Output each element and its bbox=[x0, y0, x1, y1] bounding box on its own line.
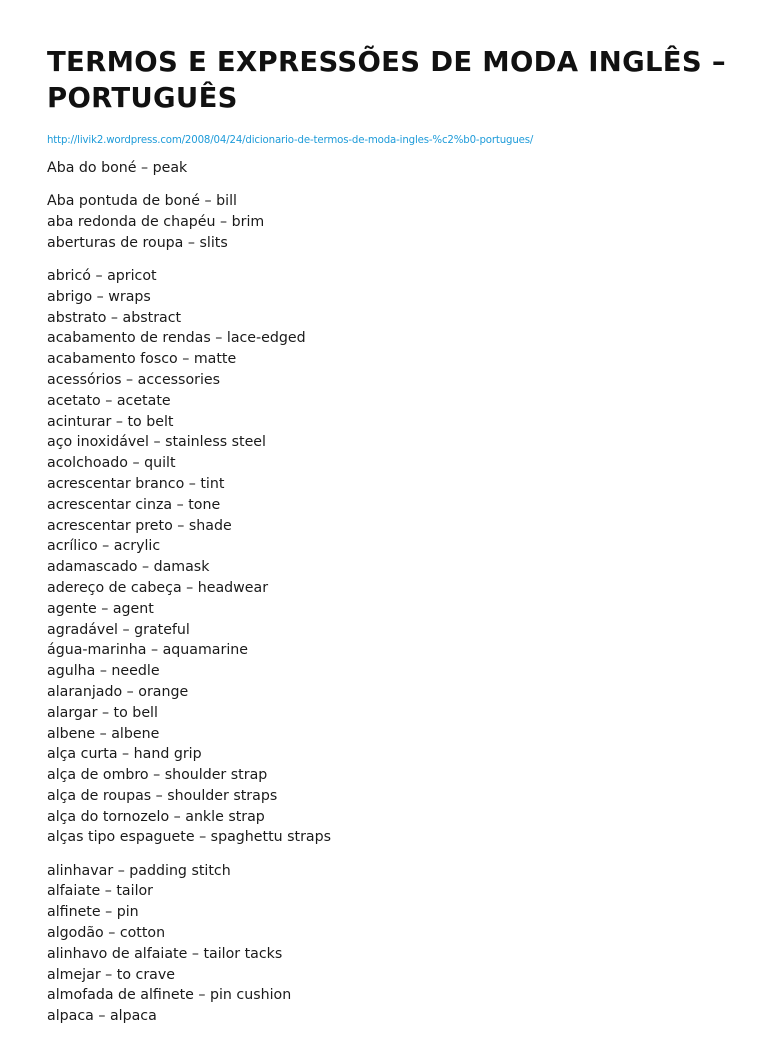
glossary-entry: alça do tornozelo – ankle strap bbox=[47, 808, 265, 825]
glossary-entry: agulha – needle bbox=[47, 663, 160, 680]
glossary-entry: acrílico – acrylic bbox=[47, 538, 161, 555]
glossary-entry: alfaiate – tailor bbox=[47, 883, 154, 900]
glossary-entry: abstrato – abstract bbox=[47, 309, 182, 326]
glossary-entry: Aba pontuda de boné – bill bbox=[47, 193, 237, 210]
glossary-entry: acrescentar branco – tint bbox=[47, 475, 225, 492]
glossary-group bbox=[47, 861, 737, 1027]
glossary-entry: aço inoxidável – stainless steel bbox=[47, 434, 266, 451]
glossary-entry: alargar – to bell bbox=[47, 704, 158, 721]
glossary-entry: alinhavar – padding stitch bbox=[47, 862, 231, 879]
glossary-entry: acabamento fosco – matte bbox=[47, 351, 237, 368]
glossary-entry: alças tipo espaguete – spaghettu straps bbox=[47, 829, 332, 846]
glossary-entry: alça curta – hand grip bbox=[47, 746, 202, 763]
glossary-entry: aberturas de roupa – slits bbox=[47, 234, 228, 251]
glossary-entry: almejar – to crave bbox=[47, 966, 175, 983]
glossary-entry: algodão – cotton bbox=[47, 925, 166, 942]
glossary-entry: alinhavo de alfaiate – tailor tacks bbox=[47, 945, 283, 962]
glossary-entry: acrescentar preto – shade bbox=[47, 517, 232, 534]
glossary-entry: alça de roupas – shoulder straps bbox=[47, 787, 278, 804]
glossary-list bbox=[47, 158, 737, 1027]
glossary-entry: abricó – apricot bbox=[47, 267, 157, 284]
glossary-entry: alfinete – pin bbox=[47, 904, 139, 921]
glossary-entry: alça de ombro – shoulder strap bbox=[47, 767, 268, 784]
glossary-entry: Aba do boné – peak bbox=[47, 160, 188, 176]
glossary-entry: acrescentar cinza – tone bbox=[47, 496, 221, 513]
glossary-entry: acetato – acetate bbox=[47, 392, 171, 409]
glossary-entry: almofada de alfinete – pin cushion bbox=[47, 987, 292, 1004]
glossary-entry: alaranjado – orange bbox=[47, 683, 189, 700]
document-page bbox=[47, 0, 737, 1039]
document-title: TERMOS E EXPRESSÕES DE MODA INGLÊS –PORTUGUÊS bbox=[47, 46, 726, 114]
glossary-entry: acolchoado – quilt bbox=[47, 455, 176, 472]
glossary-entry: adereço de cabeça – headwear bbox=[47, 579, 269, 596]
glossary-entry: acabamento de rendas – lace-edged bbox=[47, 330, 306, 347]
glossary-entry: aba redonda de chapéu – brim bbox=[47, 213, 265, 230]
source-link[interactable]: http://livik2.wordpress.com/2008/04/24/dicionario-de-termos-de-moda-ingles-%c2%b0-portugues/ bbox=[47, 135, 534, 146]
glossary-group bbox=[47, 266, 737, 848]
glossary-entry: acessórios – accessories bbox=[47, 371, 221, 388]
glossary-entry: agente – agent bbox=[47, 600, 154, 617]
glossary-entry: água-marinha – aquamarine bbox=[47, 642, 248, 659]
glossary-entry: alpaca – alpaca bbox=[47, 1008, 157, 1025]
glossary-group bbox=[47, 191, 737, 253]
glossary-entry: adamascado – damask bbox=[47, 559, 210, 576]
glossary-entry: albene – albene bbox=[47, 725, 160, 742]
glossary-entry: abrigo – wraps bbox=[47, 288, 151, 305]
glossary-entry: acinturar – to belt bbox=[47, 413, 174, 430]
glossary-group bbox=[47, 158, 737, 179]
glossary-entry: agradável – grateful bbox=[47, 621, 190, 638]
